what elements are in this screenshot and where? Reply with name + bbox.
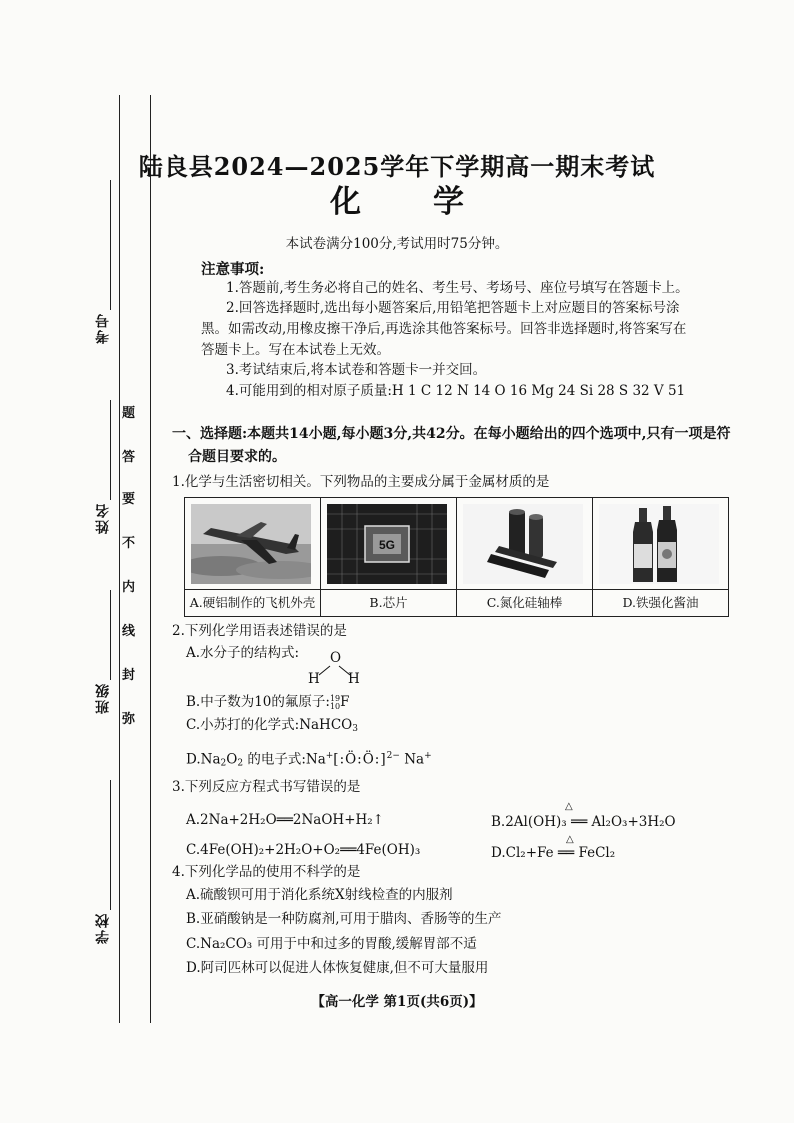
atomic-number: 10 <box>329 701 341 711</box>
class-label: 班级 <box>95 682 111 714</box>
q1-option-b[interactable] <box>321 498 457 616</box>
heat-symbol: △ <box>565 801 573 812</box>
q1-caption: D.铁强化酱油 <box>593 589 728 616</box>
chip-text: 5G <box>378 538 396 552</box>
electron-formula: [:Ö:Ö:] <box>333 751 387 768</box>
water-O: O <box>330 650 342 666</box>
subject-char: 学 <box>433 184 464 220</box>
seal-char: 不 <box>122 536 136 551</box>
q2-d-mid: O <box>226 751 238 768</box>
q2-d-na: Na <box>399 751 425 768</box>
note-item: 答题卡上。写在本试卷上无效。 <box>201 342 390 358</box>
exam-no-label: 考号 <box>95 312 111 344</box>
q4-stem: 4.下列化学品的使用不科学的是 <box>172 864 361 880</box>
seal-char: 线 <box>122 624 136 639</box>
q2-option-b[interactable] <box>186 692 350 712</box>
q1-caption: C.氮化硅轴棒 <box>457 589 592 616</box>
q1-caption: A.硬铝制作的飞机外壳 <box>185 589 320 616</box>
chip-photo <box>327 504 447 584</box>
q4-option-b[interactable]: B.亚硝酸钠是一种防腐剂,可用于腊肉、香肠等的生产 <box>186 911 502 927</box>
school-label: 学校 <box>95 912 111 944</box>
q4-option-c[interactable]: C.Na₂CO₃ 可用于中和过多的胃酸,缓解胃部不适 <box>186 936 477 952</box>
q2-d-text: 的电子式:Na <box>243 751 326 768</box>
seal-char: 题 <box>122 406 136 421</box>
subject-char: 化 <box>330 184 361 220</box>
seal-char: 内 <box>122 580 136 595</box>
note-item: 黑。如需改动,用橡皮擦干净后,再选涂其他答案标号。回答非选择题时,将答案写在 <box>201 321 687 337</box>
water-H-left: H <box>308 671 320 687</box>
name-blank[interactable] <box>110 400 111 500</box>
q1-option-d[interactable] <box>593 498 728 616</box>
soy-sauce-photo <box>599 504 719 584</box>
note-item: 4.可能用到的相对原子质量:H 1 C 12 N 14 O 16 Mg 24 Si 28 S 32 V 51 <box>226 383 686 399</box>
rods-photo <box>463 504 583 584</box>
seal-char: 弥 <box>122 712 136 727</box>
q2-option-d[interactable] <box>186 746 432 774</box>
school-blank[interactable] <box>110 780 111 910</box>
q2-c-sub: 3 <box>352 724 358 734</box>
heat-symbol: △ <box>566 834 574 845</box>
q4-option-a[interactable]: A.硫酸钡可用于消化系统X射线检查的内服剂 <box>186 887 453 903</box>
q3-option-d[interactable]: D.Cl₂+Fe ══ FeCl₂ <box>491 845 616 861</box>
q2-d-charge: 2− <box>386 751 400 761</box>
seal-char: 要 <box>122 492 136 507</box>
class-blank[interactable] <box>110 590 111 680</box>
mass-number: 19 <box>329 693 341 703</box>
seal-char: 答 <box>122 450 136 465</box>
exam-title: 陆良县2024—2025学年下学期高一期末考试 <box>138 152 656 181</box>
q1-stem: 1.化学与生活密切相关。下列物品的主要成分属于金属材质的是 <box>172 474 550 490</box>
q2-d-sub: 2 <box>220 758 227 769</box>
q2-d-pre: D.Na <box>186 751 221 768</box>
page-footer: 【高一化学 第1页(共6页)】 <box>311 994 483 1010</box>
q2-stem: 2.下列化学用语表述错误的是 <box>172 623 347 639</box>
name-label: 姓名 <box>95 502 111 534</box>
water-H-right: H <box>348 671 360 687</box>
q1-caption: B.芯片 <box>321 589 456 616</box>
q1-option-a[interactable] <box>185 498 321 616</box>
airplane-photo <box>191 504 311 584</box>
section-heading-cont: 合题目要求的。 <box>188 449 286 465</box>
q3-option-a[interactable]: A.2Na+2H₂O══2NaOH+H₂↑ <box>186 812 384 828</box>
seal-char: 封 <box>122 668 136 683</box>
q4-option-d[interactable]: D.阿司匹林可以促进人体恢复健康,但不可大量服用 <box>186 960 489 976</box>
q3-stem: 3.下列反应方程式书写错误的是 <box>172 779 361 795</box>
q2-b-text: B.中子数为10的氟原子: <box>186 694 330 710</box>
subject-title <box>0 176 794 221</box>
note-item: 2.回答选择题时,选出每小题答案后,用铅笔把答题卡上对应题目的答案标号涂 <box>226 300 680 316</box>
section-heading: 一、选择题:本题共14小题,每小题3分,共42分。在每小题给出的四个选项中,只有一项是符 <box>172 426 731 442</box>
score-line: 本试卷满分100分,考试用时75分钟。 <box>285 236 509 252</box>
q1-image-table <box>184 497 729 617</box>
q1-option-c[interactable] <box>457 498 593 616</box>
q2-d-charge: + <box>325 751 334 761</box>
isotope-numbers <box>330 695 340 711</box>
q3-option-c[interactable]: C.4Fe(OH)₂+2H₂O+O₂══4Fe(OH)₃ <box>186 842 421 858</box>
note-item: 1.答题前,考生务必将自己的姓名、考生号、考场号、座位号填写在答题卡上。 <box>226 280 689 296</box>
q2-option-c[interactable] <box>186 715 358 739</box>
q2-option-a[interactable]: A.水分子的结构式: <box>186 645 300 661</box>
note-item: 3.考试结束后,将本试卷和答题卡一并交回。 <box>226 362 487 378</box>
element-symbol: F <box>340 694 350 710</box>
q2-c-text: C.小苏打的化学式:NaHCO <box>186 717 353 733</box>
q2-d-charge: + <box>424 751 432 761</box>
q3-option-b[interactable]: B.2Al(OH)₃ ══ Al₂O₃+3H₂O <box>491 814 676 830</box>
notes-heading: 注意事项: <box>201 261 265 278</box>
q2-d-sub: 2 <box>237 758 244 769</box>
